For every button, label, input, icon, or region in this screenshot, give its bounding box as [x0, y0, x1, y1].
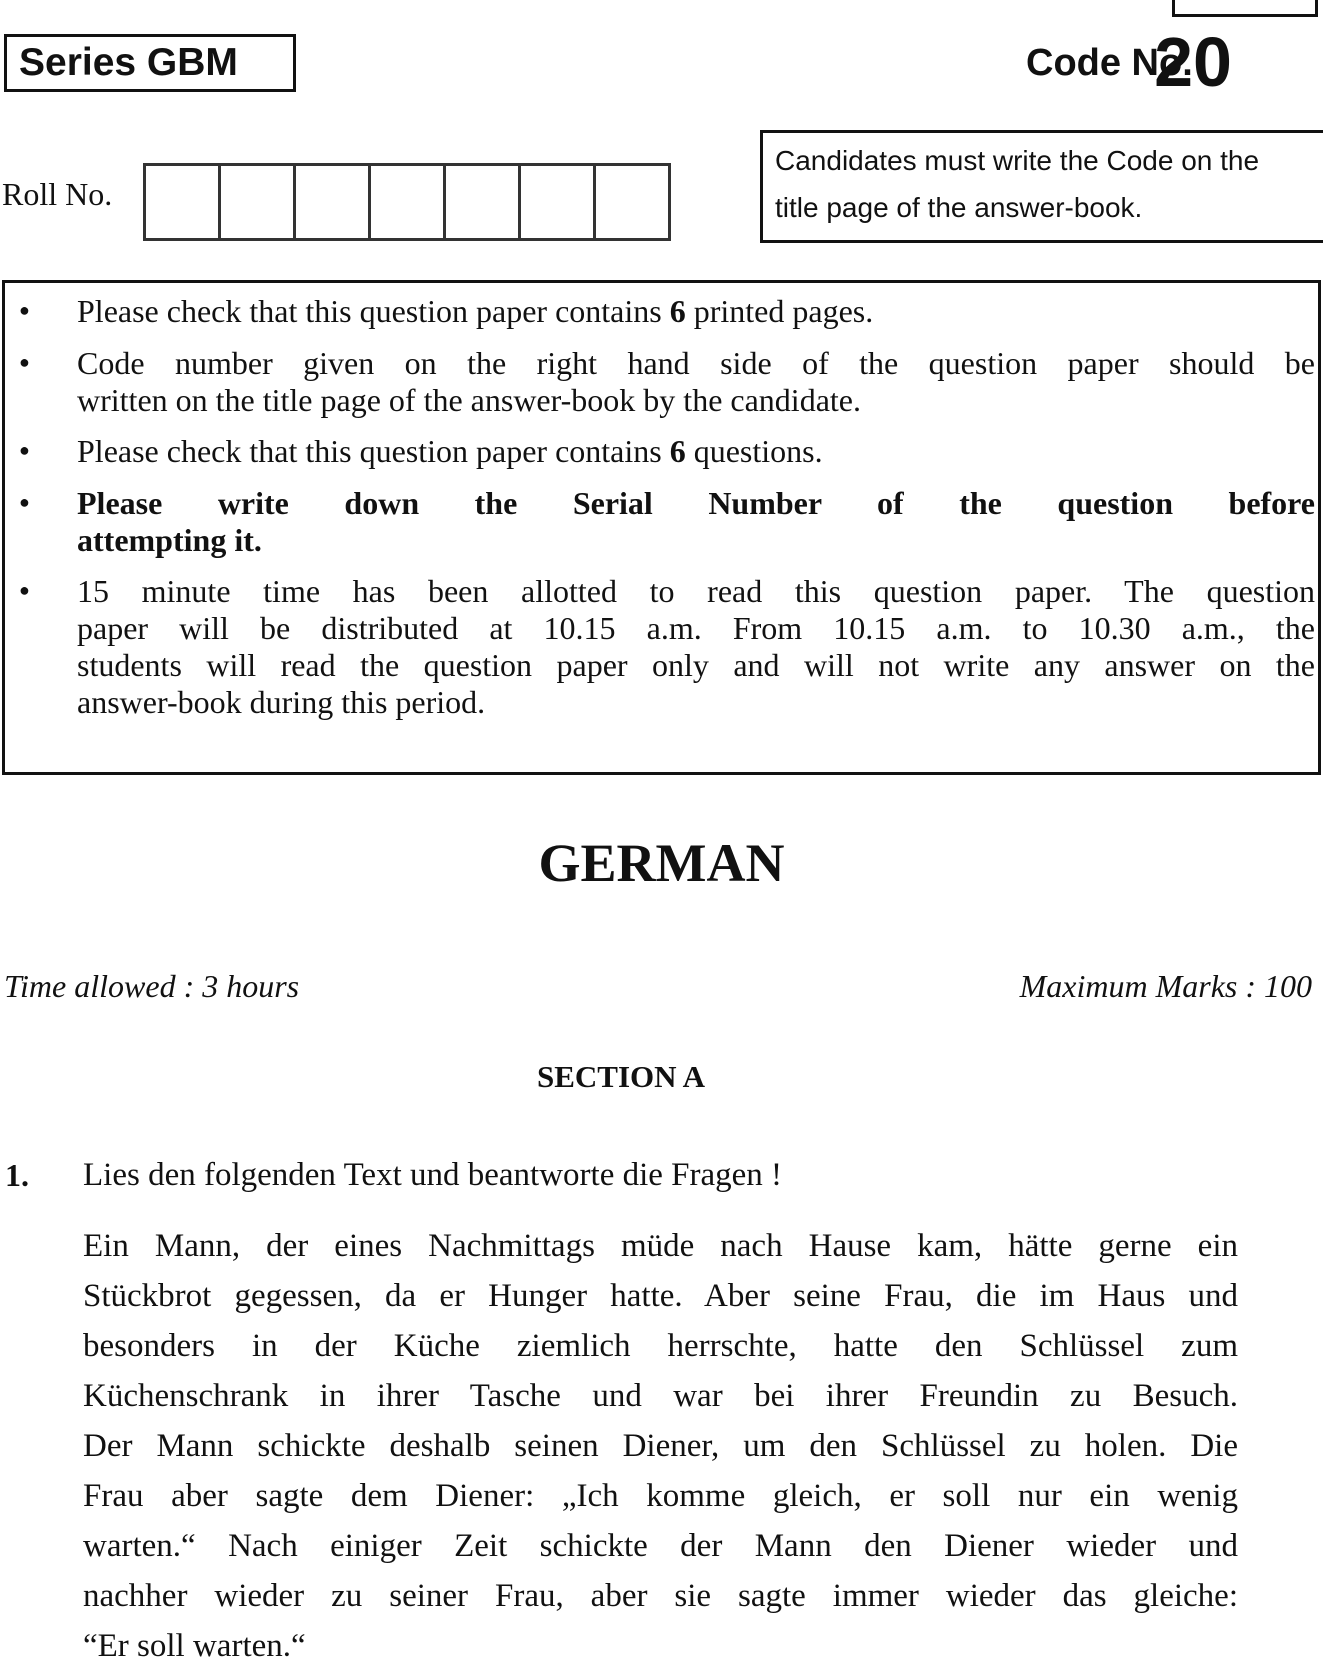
bullet-icon: ●	[19, 300, 30, 320]
roll-number-cell[interactable]	[296, 166, 371, 238]
roll-number-cell[interactable]	[596, 166, 668, 238]
series-label: Series GBM	[4, 34, 296, 92]
instruction-line: 15 minute time has been allotted to read this question paper. The question	[77, 573, 1315, 609]
passage-line: Frau aber sagte dem Diener: „Ich komme gleich, er soll nur ein wenig	[83, 1478, 1238, 1514]
instruction-line: written on the title page of the answer-book by the candidate.	[77, 382, 861, 418]
passage-line: warten.“ Nach einiger Zeit schickte der Mann den Diener wieder und	[83, 1528, 1238, 1564]
passage-line: Ein Mann, der eines Nachmittags müde nach Hause kam, hätte gerne ein	[83, 1228, 1238, 1264]
time-allowed: Time allowed : 3 hours	[4, 968, 300, 1004]
top-corner-box	[1172, 0, 1318, 17]
instruction-line: Please check that this question paper contains 6 printed pages.	[77, 293, 874, 329]
bullet-icon: ●	[19, 580, 30, 600]
question-number: 1.	[5, 1157, 29, 1193]
question-prompt: Lies den folgenden Text und beantworte die Fragen !	[83, 1157, 783, 1193]
code-number: 20	[1154, 23, 1232, 101]
instruction-line: Code number given on the right hand side of the question paper should be	[77, 345, 1315, 381]
code-label: Code No.	[1026, 42, 1193, 84]
roll-number-cell[interactable]	[446, 166, 521, 238]
passage-line: “Er soll warten.“	[83, 1628, 306, 1664]
candidates-note	[760, 130, 1323, 243]
roll-number-label: Roll No.	[2, 176, 113, 212]
instruction-line: paper will be distributed at 10.15 a.m. From 10.15 a.m. to 10.30 a.m., the	[77, 610, 1315, 646]
roll-number-cell[interactable]	[521, 166, 596, 238]
maximum-marks: Maximum Marks : 100	[1019, 968, 1312, 1004]
passage-line: nachher wieder zu seiner Frau, aber sie sagte immer wieder das gleiche:	[83, 1578, 1238, 1614]
roll-number-cell[interactable]	[146, 166, 221, 238]
passage-line: Der Mann schickte deshalb seinen Diener, um den Schlüssel zu holen. Die	[83, 1428, 1238, 1464]
subject-title: GERMAN	[538, 833, 785, 893]
candidates-note-line: title page of the answer-book.	[775, 192, 1143, 223]
roll-number-boxes[interactable]	[143, 163, 671, 241]
passage-line: Küchenschrank in ihrer Tasche und war bei ihrer Freundin zu Besuch.	[83, 1378, 1238, 1414]
bullet-icon: ●	[19, 352, 30, 372]
instruction-line: answer-book during this period.	[77, 684, 486, 720]
instruction-line: students will read the question paper only and will not write any answer on the	[77, 647, 1315, 683]
instructions-box	[2, 280, 1321, 775]
instruction-line: attempting it.	[77, 522, 262, 558]
roll-number-cell[interactable]	[221, 166, 296, 238]
roll-number-cell[interactable]	[371, 166, 446, 238]
passage-line: Stückbrot gegessen, da er Hunger hatte. Aber seine Frau, die im Haus und	[83, 1278, 1238, 1314]
instruction-line: Please check that this question paper contains 6 questions.	[77, 433, 823, 469]
instruction-line: Please write down the Serial Number of the question before	[77, 485, 1315, 521]
bullet-icon: ●	[19, 492, 30, 512]
candidates-note-line: Candidates must write the Code on the	[775, 145, 1260, 176]
section-heading: SECTION A	[537, 1059, 705, 1094]
bullet-icon: ●	[19, 440, 30, 460]
passage-line: besonders in der Küche ziemlich herrschte, hatte den Schlüssel zum	[83, 1328, 1238, 1364]
